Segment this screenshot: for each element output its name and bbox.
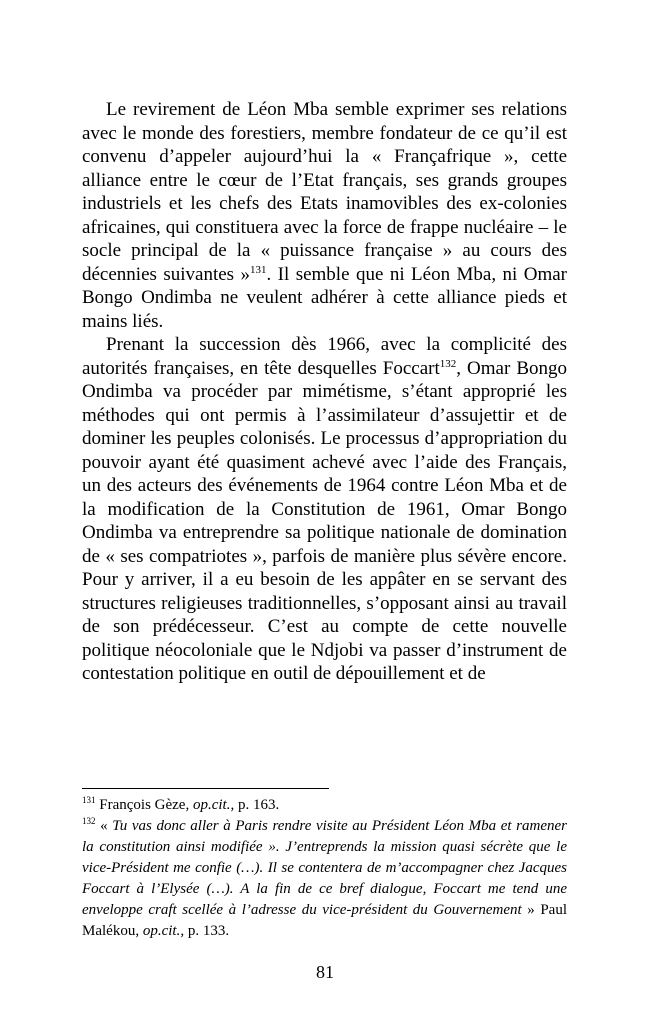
footnote-number: 131 bbox=[82, 795, 96, 805]
footnote-reference-131: 131 bbox=[249, 263, 267, 276]
footnote-author: François Gèze, bbox=[99, 797, 193, 813]
footnote-attribution: » Paul Malékou, bbox=[82, 902, 567, 939]
footnote-source: op.cit., bbox=[142, 923, 185, 939]
footnote-131 bbox=[82, 795, 567, 816]
paragraph-text: . Il semble que ni Léon Mba, ni Omar Bongo Ondimba ne veulent adhérer à cette alliance pieds et mains liés. bbox=[82, 263, 567, 332]
footnote-reference-132: 132 bbox=[439, 357, 457, 370]
paragraph-text: Prenant la succession dès 1966, avec la complicité des autorités françaises, en tête desquelles Foccart bbox=[82, 334, 567, 379]
footnote-quote: Tu vas donc aller à Paris rendre visite au Président Léon Mba et ramener la constitution ainsi modifiée ». J’entreprends la mission quasi sécrète que le vice-Président me confie (…). Il se contentera de m’accompagner chez Jacques Foccart à l’Elysée (…). A la fin de ce bref dialogue, Foccart me tend une enveloppe craft scellée à l’adresse du vice-président du Gouvernement bbox=[82, 818, 567, 918]
footnote-number: 132 bbox=[82, 816, 96, 826]
paragraph-text: Le revirement de Léon Mba semble exprimer ses relations avec le monde des forestiers, membre fondateur de ce qu’il est convenu d’appeler aujourd’hui la « Françafrique », cette alliance entre le cœur de l’Etat français, ses grands groupes industriels et les chefs des Etats inamovibles des ex-colonies africaines, qui constituera avec la force de frappe nucléaire – le socle principal de la « puissance française » au cours des décennies suivantes » bbox=[82, 99, 567, 285]
footnote-132 bbox=[82, 816, 567, 942]
footnote-page: p. 163. bbox=[234, 797, 280, 813]
footnote-separator bbox=[82, 788, 329, 789]
page-number: 81 bbox=[316, 962, 334, 982]
footnotes bbox=[82, 795, 567, 942]
paragraph-1 bbox=[82, 98, 567, 333]
footnote-source: op.cit., bbox=[192, 797, 235, 813]
paragraph-2 bbox=[82, 333, 567, 686]
footnote-open-quote: « bbox=[100, 818, 113, 834]
body-text bbox=[82, 98, 567, 686]
paragraph-text: , Omar Bongo Ondimba va procéder par mimétisme, s’étant approprié les méthodes qui ont permis à l’assimilateur d’assujettir et de dominer les peuples colonisés. Le processus d’appropriation du pouvoir ayant été quasiment achevé avec l’aide des Français, un des acteurs des événements de 1964 contre Léon Mba et de la modification de la Constitution de 1961, Omar Bongo Ondimba va entreprendre sa politique nationale de domination de « ses compatriotes », parfois de manière plus sévère encore. Pour y arriver, il a eu besoin de les appâter en se servant des structures religieuses traditionnelles, s’opposant ainsi au travail de son prédécesseur. C’est au compte de cette nouvelle politique néocoloniale que le Ndjobi va passer d’instrument de contestation politique en outil de dépouillement et de bbox=[82, 357, 567, 684]
footnote-page: p. 133. bbox=[184, 923, 230, 939]
